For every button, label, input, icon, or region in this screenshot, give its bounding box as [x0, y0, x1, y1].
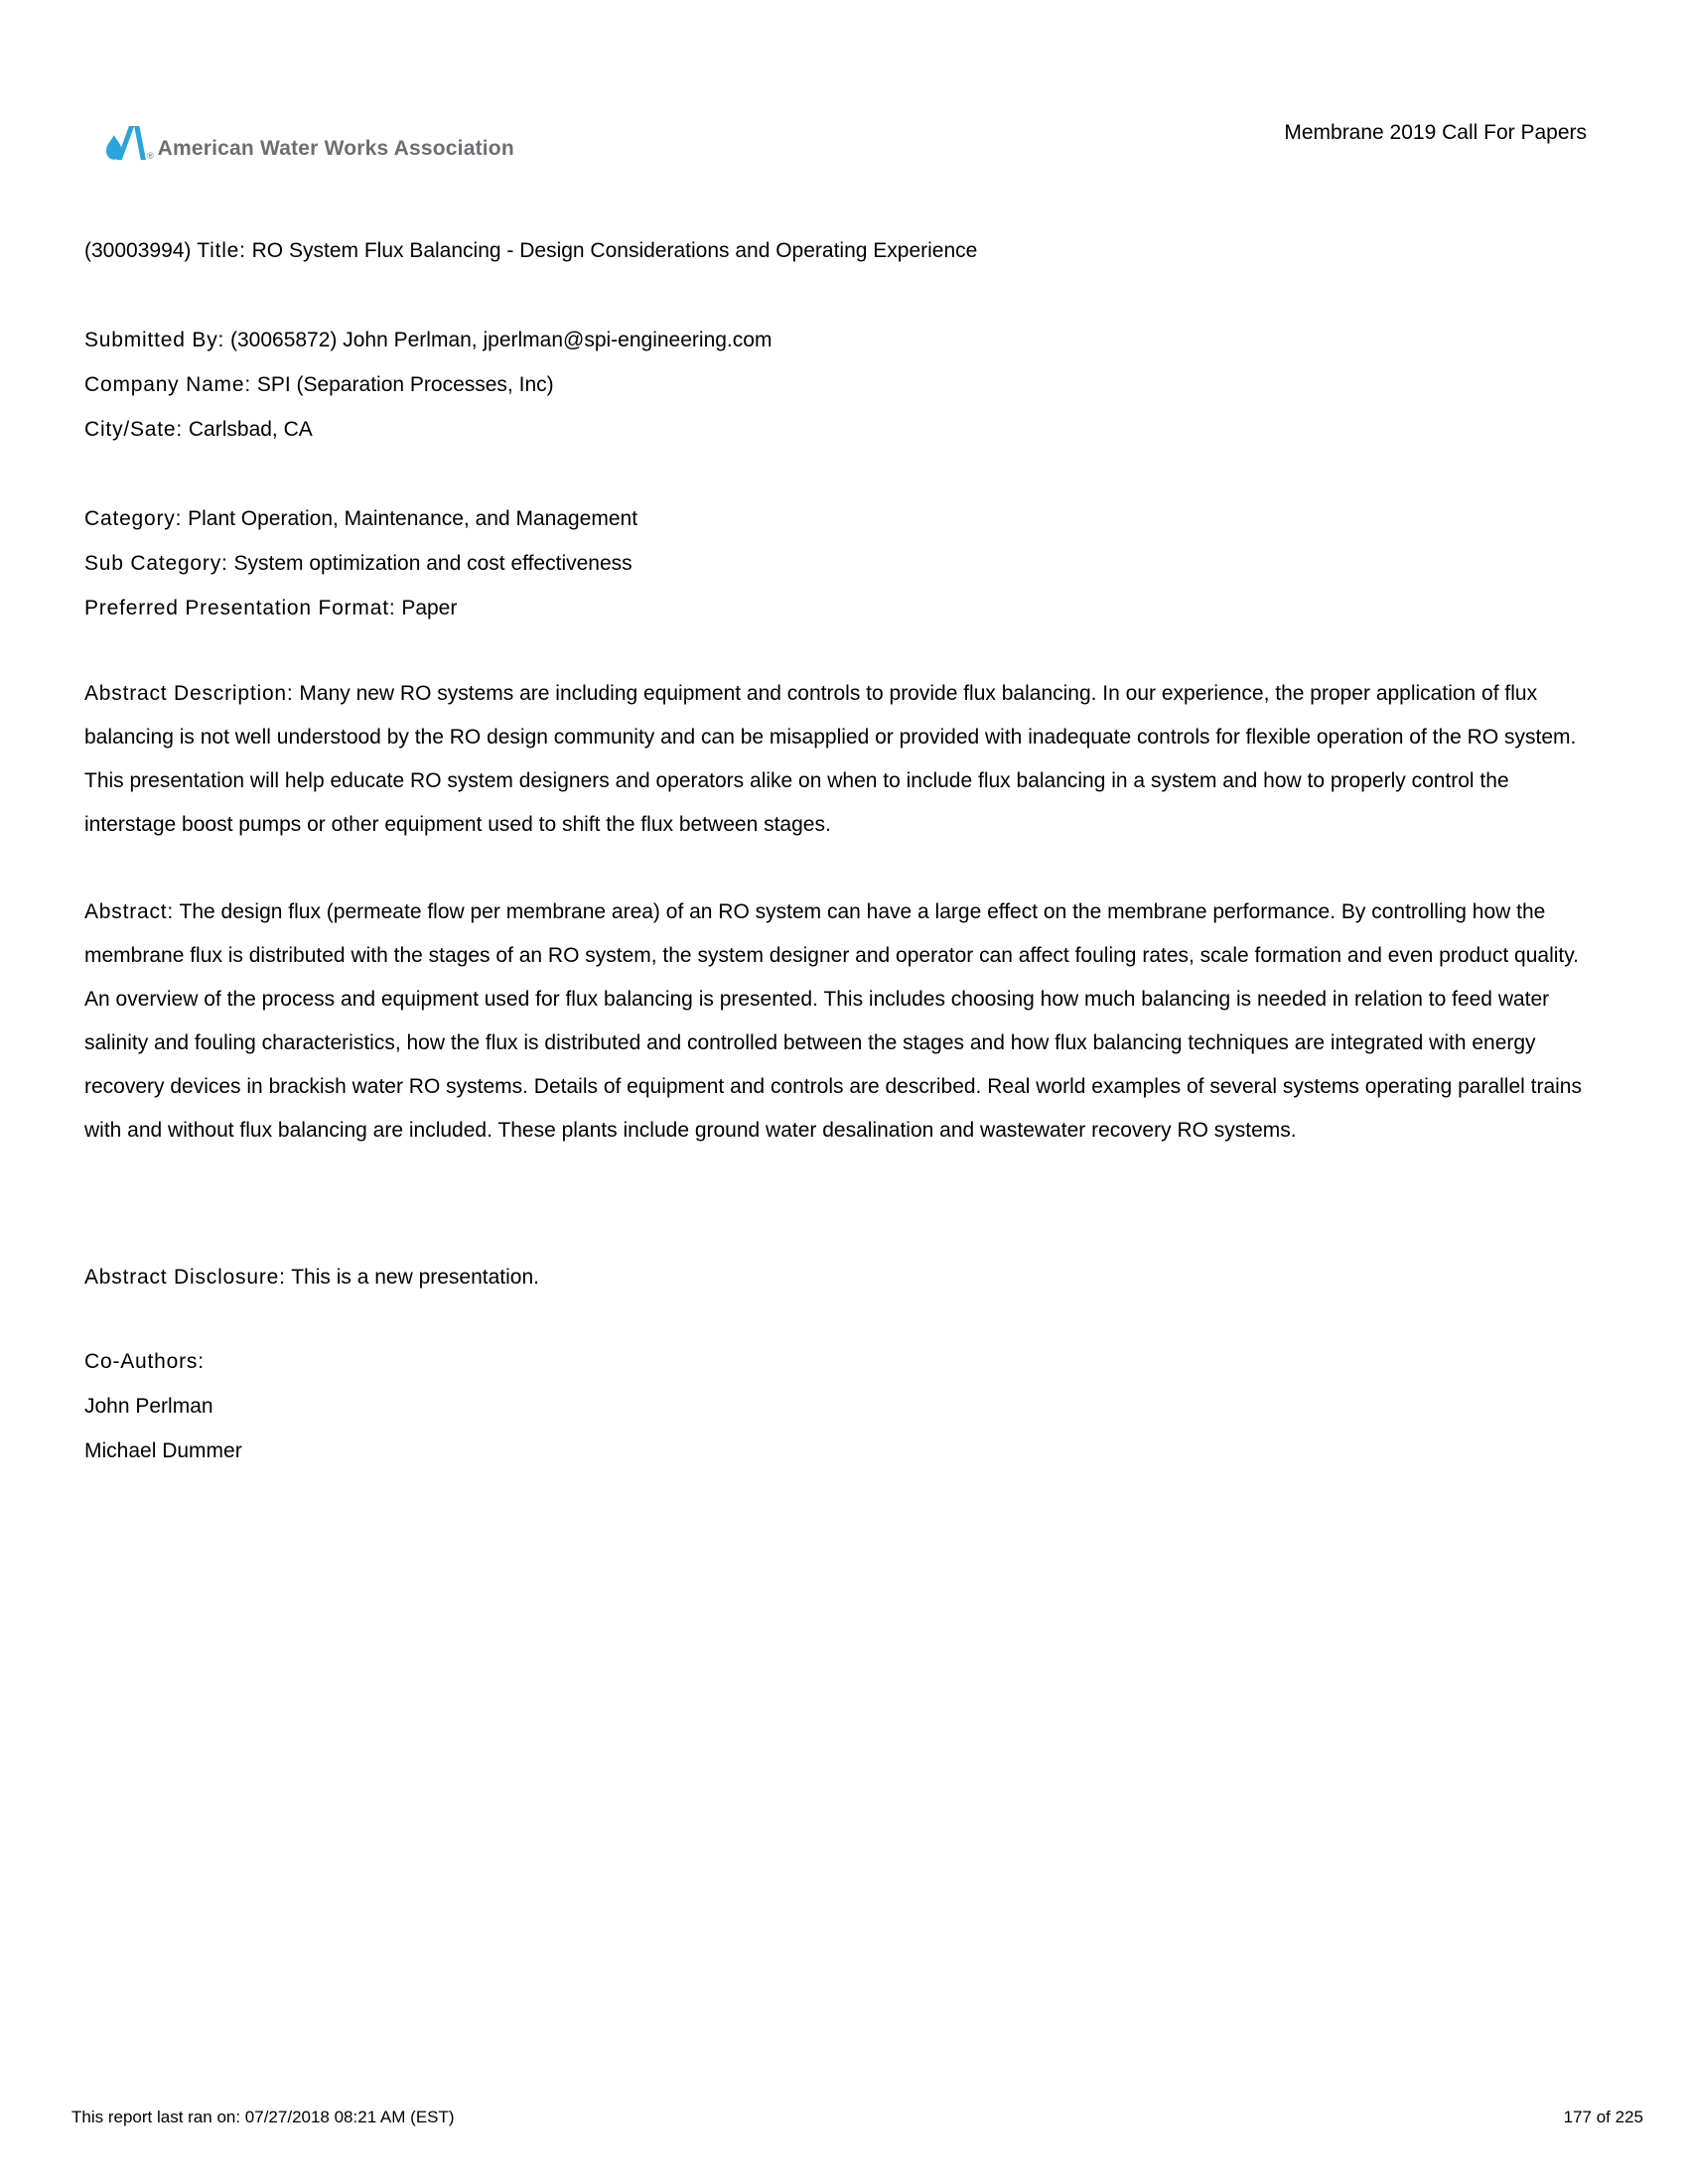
city-state-row [84, 407, 1589, 452]
abstract-label: Abstract: [84, 900, 175, 923]
sub-category-value: System optimization and cost effectiveness [233, 552, 633, 575]
abstract-text: The design flux (permeate flow per membrane area) of an RO system can have a large effect on the membrane performance. By controlling how the membrane flux is distributed with the stages of an RO system, the system designer and operator can affect fouling rates, scale formation and even product quality. An overview of the process and equipment used for flux balancing is presented. This includes choosing how much balancing is needed in relation to feed water salinity and fouling characteristics, how the flux is distributed and controlled between the stages and how flux balancing techniques are integrated with energy recovery devices in brackish water RO systems. Details of equipment and controls are described. Real world examples of several systems operating parallel trains with and without flux balancing are included. These plants include ground water desalination and wastewater recovery RO systems. [84, 900, 1582, 1142]
submitted-by-value: (30065872) John Perlman, jperlman@spi-engineering.com [229, 329, 773, 351]
abstract-section [84, 890, 1589, 1153]
abstract-disclosure-value: This is a new presentation. [291, 1266, 539, 1289]
abstract-disclosure-row [84, 1256, 1589, 1299]
abstract-description-label: Abstract Description: [84, 682, 294, 705]
water-drop-logo-icon [104, 123, 146, 163]
presentation-format-label: Preferred Presentation Format: [84, 597, 396, 619]
sub-category-row [84, 541, 1589, 586]
company-name-value: SPI (Separation Processes, Inc) [256, 373, 554, 396]
sub-category-label: Sub Category: [84, 552, 228, 575]
city-state-value: Carlsbad, CA [188, 418, 313, 441]
logo-org-name: American Water Works Association [157, 137, 514, 160]
abstract-description-section [84, 672, 1589, 847]
presentation-format-row [84, 586, 1589, 630]
submitter-section [84, 318, 1589, 452]
title-value: RO System Flux Balancing - Design Considerations and Operating Experience [251, 239, 978, 262]
submission-id: (30003994) [84, 239, 192, 262]
title-label: Title: [197, 239, 246, 262]
co-author-name: Michael Dummer [84, 1439, 242, 1462]
abstract-disclosure-label: Abstract Disclosure: [84, 1266, 286, 1289]
submitted-by-row [84, 318, 1589, 362]
co-authors-section [84, 1339, 1589, 1473]
abstract-description-paragraph [84, 672, 1589, 847]
submission-title-row [84, 228, 1589, 273]
report-header-title: Membrane 2019 Call For Papers [1284, 121, 1587, 144]
submitted-by-label: Submitted By: [84, 329, 225, 351]
abstract-paragraph [84, 890, 1589, 1153]
company-name-row [84, 362, 1589, 407]
co-authors-label: Co-Authors: [84, 1350, 205, 1373]
page-number: 177 of 225 [1563, 2108, 1643, 2126]
abstract-description-text: Many new RO systems are including equipment and controls to provide flux balancing. In our experience, the proper application of flux balancing is not well understood by the RO design community and can be misapplied or provided with inadequate controls for flexible operation of the RO system. This presentation will help educate RO system designers and operators alike on when to include flux balancing in a system and how to properly control the interstage boost pumps or other equipment used to shift the flux between stages. [84, 682, 1577, 836]
report-last-ran-text: This report last ran on: 07/27/2018 08:21 AM (EST) [71, 2108, 455, 2126]
category-value: Plant Operation, Maintenance, and Management [188, 507, 638, 530]
category-row [84, 496, 1589, 541]
presentation-format-value: Paper [401, 597, 458, 619]
awwa-logo [104, 123, 514, 163]
company-name-label: Company Name: [84, 373, 251, 396]
page-footer [71, 2107, 1643, 2127]
city-state-label: City/Sate: [84, 418, 184, 441]
category-label: Category: [84, 507, 183, 530]
co-author-name: John Perlman [84, 1395, 213, 1418]
categorization-section [84, 496, 1589, 630]
registered-trademark: ® [147, 151, 154, 161]
